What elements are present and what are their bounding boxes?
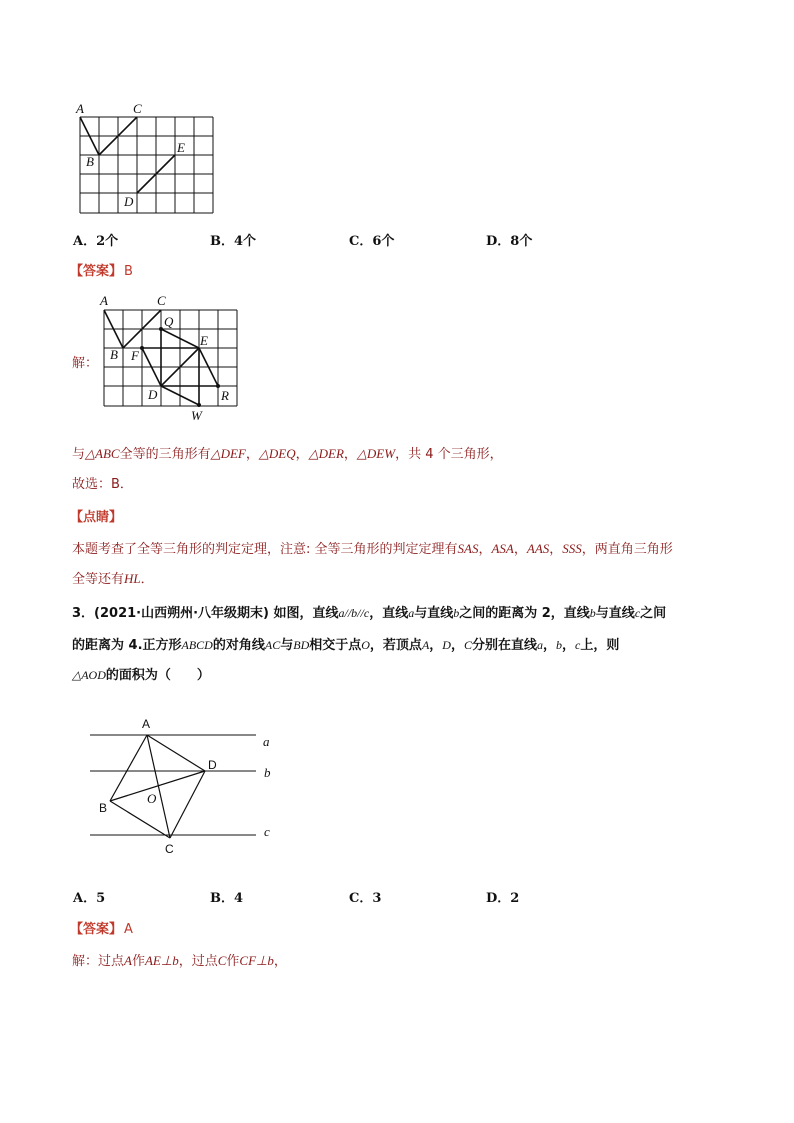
triangle-deq: △DEQ — [258, 446, 296, 461]
math-o: O — [361, 638, 370, 652]
rule-hl: HL — [124, 571, 141, 586]
math-line-a: a — [537, 638, 544, 652]
math-c: c — [634, 606, 641, 620]
q3-option-b[interactable]: B．4 — [210, 891, 244, 906]
label-A: A — [142, 717, 151, 731]
text-seg: 的距离为 4.正方形 — [72, 638, 182, 653]
math-b: b — [589, 606, 596, 620]
answer-value: A — [124, 922, 133, 937]
text-seg: 分别在直线 — [472, 638, 538, 653]
text-seg: 之间 — [640, 606, 667, 621]
label-C: C — [165, 842, 174, 856]
label-D: D — [208, 758, 217, 772]
answer-tag: 【答案】 — [70, 264, 123, 279]
rule-sss: SSS — [562, 541, 582, 556]
label-A: A — [100, 293, 108, 308]
triangle-abc: △ABC — [85, 446, 120, 461]
triangle-der: △DER — [308, 446, 344, 461]
text-seg: 与 — [280, 638, 294, 653]
label-C: C — [157, 293, 166, 308]
label-O: O — [147, 791, 157, 806]
label-A: A — [76, 101, 84, 116]
label-D: D — [148, 387, 158, 402]
text-seg: ，共 4 个三角形， — [395, 447, 503, 462]
text-seg: 与 — [72, 447, 86, 462]
math-point-c: C — [463, 638, 472, 652]
label-E: E — [177, 140, 185, 155]
label-C: C — [133, 101, 142, 116]
label-line-a: a — [263, 734, 270, 749]
text-seg: ，过点 — [178, 954, 218, 969]
text-seg: 全等的三角形有 — [119, 447, 211, 462]
math-point-d: D — [442, 638, 451, 652]
text-sep: ， — [245, 447, 259, 462]
q2-option-b[interactable]: B．4个 — [210, 234, 257, 249]
text-seg: 之间的距离为 2，直线 — [459, 606, 590, 621]
label-B: B — [99, 801, 108, 815]
math-point-a: A — [421, 638, 430, 652]
q2-option-d[interactable]: D．8个 — [486, 234, 533, 249]
label-line-b: b — [264, 765, 271, 780]
text-seg: 作 — [131, 954, 145, 969]
text-seg: ． — [140, 572, 154, 587]
q3-options — [73, 887, 633, 907]
rule-aas: AAS — [526, 541, 550, 556]
q3-option-c[interactable]: C．3 — [349, 891, 382, 906]
math-cf-perp-b: CF⊥b — [239, 953, 274, 968]
q3-option-d[interactable]: D．2 — [486, 891, 520, 906]
math-ac: AC — [264, 638, 281, 652]
triangle-def: △DEF — [210, 446, 246, 461]
text-seg: 全等还有 — [72, 572, 125, 587]
figure-grid-2 — [94, 290, 254, 425]
math-b: b — [453, 606, 460, 620]
math-a: a — [408, 606, 415, 620]
q2-comment-line2 — [72, 568, 154, 587]
math-parallel: a//b//c — [338, 606, 370, 620]
q2-options — [73, 230, 633, 250]
q3-line2 — [72, 634, 619, 653]
label-B: B — [86, 154, 94, 169]
text-seg: ，两直角三角形 — [581, 542, 673, 557]
q2-comment-tag: 【点睛】 — [70, 510, 123, 525]
rule-asa: ASA — [491, 541, 514, 556]
math-ae-perp-b: AE⊥b — [144, 953, 179, 968]
text-seg: 相交于点 — [309, 638, 362, 653]
text-seg: 与直线 — [414, 606, 454, 621]
triangle-dew: △DEW — [356, 446, 396, 461]
label-Q: Q — [164, 314, 174, 329]
text-sep: ， — [513, 542, 527, 557]
q2-comment-line1 — [72, 538, 673, 557]
q3-solution-line1 — [72, 950, 287, 969]
label-line-c: c — [264, 824, 270, 839]
text-sep: ， — [549, 542, 563, 557]
answer-value: B — [124, 264, 133, 279]
text-seg: 3．(2021·山西朔州·八年级期末) 如图，直线 — [72, 606, 339, 621]
text-seg: ，直线 — [369, 606, 409, 621]
math-point-c: C — [217, 953, 227, 968]
text-seg: 的对角线 — [212, 638, 265, 653]
q2-option-a[interactable]: A．2个 — [73, 234, 119, 249]
q2-answer — [70, 260, 133, 279]
q2-solution-line2: 故选：B． — [72, 477, 133, 492]
label-R: R — [221, 388, 229, 403]
figure-grid-1 — [70, 98, 230, 218]
label-E: E — [200, 333, 208, 348]
answer-tag: 【答案】 — [70, 922, 123, 937]
q3-option-a[interactable]: A．5 — [73, 891, 106, 906]
text-seg: 的面积为（ ） — [105, 668, 210, 683]
text-seg: ， — [273, 954, 287, 969]
text-seg: ，若顶点 — [369, 638, 422, 653]
figure-parallel-square — [80, 710, 300, 860]
q2-solution-line1 — [72, 443, 503, 462]
text-seg: 作 — [226, 954, 240, 969]
text-seg: 上，则 — [580, 638, 620, 653]
q2-option-c[interactable]: C．6个 — [349, 234, 395, 249]
q3-line1 — [72, 602, 666, 621]
text-sep: ， — [450, 638, 464, 653]
math-bd: BD — [293, 638, 310, 652]
math-line-b: b — [556, 638, 563, 652]
text-sep: ， — [429, 638, 443, 653]
q3-line3 — [72, 664, 210, 683]
solution-prefix: 解： — [72, 356, 99, 371]
label-D: D — [124, 194, 134, 209]
math-point-a: A — [124, 953, 132, 968]
math-abcd: ABCD — [181, 638, 213, 652]
label-W: W — [191, 408, 202, 423]
text-sep: ， — [543, 638, 557, 653]
text-seg: 与直线 — [595, 606, 635, 621]
text-sep: ， — [295, 447, 309, 462]
text-seg: 解：过点 — [72, 954, 125, 969]
text-sep: ， — [343, 447, 357, 462]
label-B: B — [110, 347, 118, 362]
math-triangle-aod: △AOD — [72, 668, 106, 682]
text-sep: ， — [562, 638, 576, 653]
text-seg: 本题考查了全等三角形的判定定理，注意: 全等三角形的判定定理有 — [72, 542, 458, 557]
text-sep: ， — [478, 542, 492, 557]
q3-answer — [70, 918, 133, 937]
label-F: F — [131, 348, 139, 363]
math-line-c: c — [575, 638, 581, 652]
rule-sas: SAS — [457, 541, 479, 556]
